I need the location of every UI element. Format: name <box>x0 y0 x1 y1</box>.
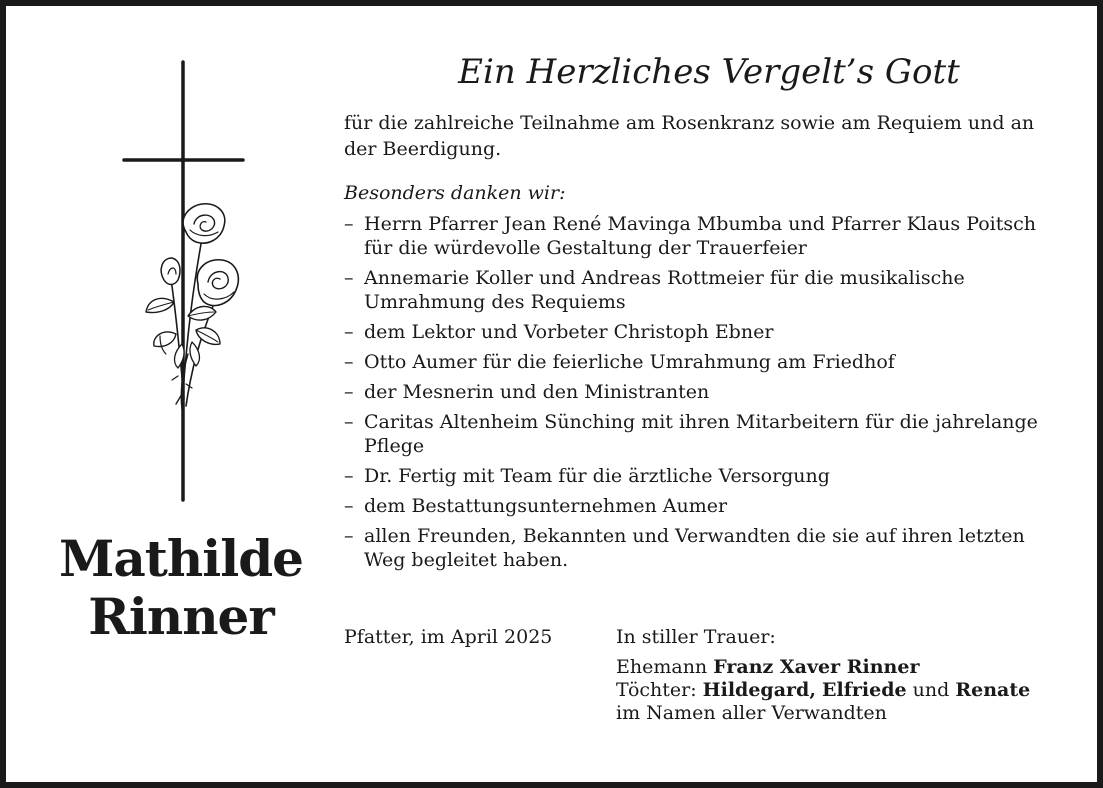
cross-with-roses-icon <box>116 54 256 504</box>
place-date: Pfatter, im April 2025 <box>344 626 553 648</box>
list-item <box>344 524 1048 572</box>
deceased-name <box>26 530 336 646</box>
bullet: – <box>344 351 354 373</box>
daughter-name: Hildegard <box>702 679 810 701</box>
relatives-line: im Namen aller Verwandten <box>616 702 887 724</box>
husband-label: Ehemann <box>616 656 708 678</box>
daughter-name: Elfriede <box>822 679 907 701</box>
thanks-heading: Besonders danken wir: <box>344 182 566 204</box>
list-item <box>344 320 1048 344</box>
daughters-line <box>616 679 1076 702</box>
list-item <box>344 464 1048 488</box>
list-item-text: dem Bestattungsunternehmen Aumer <box>364 495 728 517</box>
bullet: – <box>344 411 354 433</box>
list-item <box>344 212 1048 260</box>
bullet: – <box>344 465 354 487</box>
list-item <box>344 380 1048 404</box>
list-item-text: Dr. Fertig mit Team für die ärztliche Versorgung <box>364 465 830 487</box>
list-item-text: dem Lektor und Vorbeter Christoph Ebner <box>364 321 774 343</box>
husband-name: Franz Xaver Rinner <box>713 656 920 678</box>
list-item <box>344 266 1048 314</box>
intro-text: für die zahlreiche Teilnahme am Rosenkranz sowie am Requiem und an der Beerdigung. <box>344 112 1035 160</box>
list-item-text: Herrn Pfarrer Jean René Mavinga Mbumba und Pfarrer Klaus Poitsch für die würdevolle Gestaltung der Trauerfeier <box>364 213 1036 259</box>
daughter-name: Renate <box>955 679 1031 701</box>
bullet: – <box>344 381 354 403</box>
list-item-text: der Mesnerin und den Ministranten <box>364 381 710 403</box>
husband-line <box>616 656 1076 679</box>
list-item-text: Otto Aumer für die feierliche Umrahmung am Friedhof <box>364 351 895 373</box>
first-name: Mathilde <box>59 529 303 588</box>
and-word: und <box>912 679 950 701</box>
heading: Ein Herzliches Vergelt’s Gott <box>458 52 960 92</box>
thanks-list <box>344 212 1048 572</box>
list-item <box>344 410 1048 458</box>
list-item <box>344 494 1048 518</box>
last-name: Rinner <box>88 587 274 646</box>
list-item <box>344 350 1048 374</box>
list-item-text: Annemarie Koller und Andreas Rottmeier für die musikalische Umrahmung des Requiems <box>364 267 965 313</box>
mourning-label: In stiller Trauer: <box>616 626 776 648</box>
list-item-text: Caritas Altenheim Sünching mit ihren Mitarbeitern für die jahrelange Pflege <box>364 411 1038 457</box>
list-item-text: allen Freunden, Bekannten und Verwandten die sie auf ihren letzten Weg begleitet haben. <box>364 525 1025 571</box>
separator: , <box>809 679 816 701</box>
bullet: – <box>344 495 354 517</box>
bullet: – <box>344 321 354 343</box>
bullet: – <box>344 213 354 235</box>
bullet: – <box>344 525 354 547</box>
daughters-label: Töchter: <box>616 679 697 701</box>
bullet: – <box>344 267 354 289</box>
mourners-block <box>616 626 1076 725</box>
thanks-section <box>344 50 1064 578</box>
